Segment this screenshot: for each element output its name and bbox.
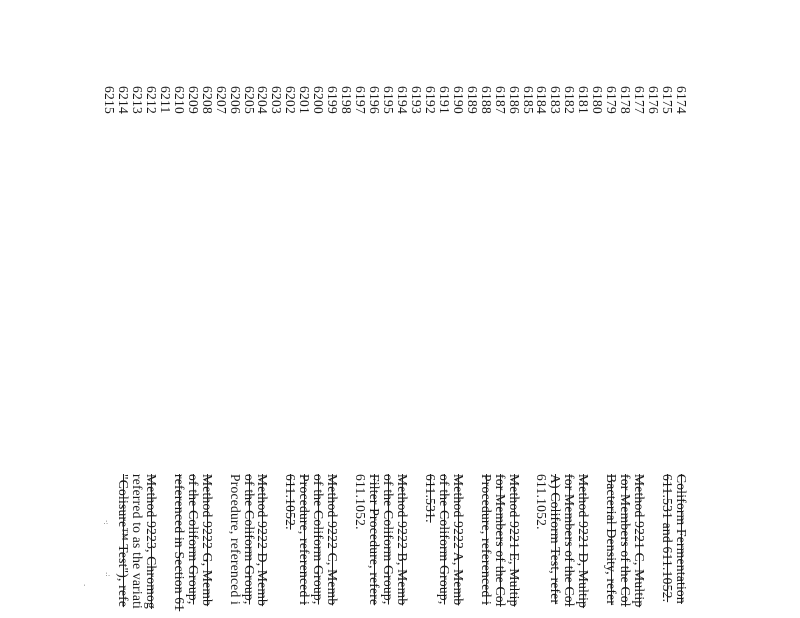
- document-line: Method 9222 C, Memb: [325, 474, 341, 606]
- line-number: 6196: [367, 86, 383, 114]
- document-line: Procedure, referenced i: [227, 474, 243, 606]
- line-number: 6192: [422, 86, 438, 114]
- line-number: 6185: [520, 86, 536, 114]
- document-line: 611.531 and 611.1052.: [660, 474, 676, 603]
- line-number: 6210: [171, 86, 187, 114]
- document-line: Procedure, referenced i: [478, 474, 494, 606]
- document-line: referenced in Section 61: [171, 474, 187, 612]
- line-number: 6213: [129, 86, 145, 114]
- line-number: 6199: [325, 86, 341, 114]
- line-number: 6184: [534, 86, 550, 114]
- line-number: 6200: [311, 86, 327, 114]
- line-number: 6206: [227, 86, 243, 114]
- document-line: Method 9221 C, Multip: [632, 474, 648, 608]
- line-number: 6209: [185, 86, 201, 114]
- document-line: Method 9222 D, Memb: [255, 474, 271, 607]
- document-line: Method 9221 D, Multip: [576, 474, 592, 609]
- line-number: 6204: [255, 86, 271, 114]
- document-line: Method 9222 A, Memb: [450, 474, 466, 606]
- line-number: 6211: [157, 86, 173, 114]
- line-number: 6188: [478, 86, 494, 114]
- line-number: 6183: [548, 86, 564, 114]
- line-number: 6179: [604, 86, 620, 114]
- scan-speck: ·: [80, 584, 88, 587]
- document-line: for Members of the Col: [562, 474, 578, 607]
- document-line: "Colisure™ Test"), refe: [116, 474, 131, 608]
- line-number: 6202: [283, 86, 299, 114]
- document-line: referred to as the variati: [129, 474, 145, 610]
- line-number: 6180: [590, 86, 606, 114]
- line-number: 6197: [353, 86, 369, 114]
- document-line: for Members of the Col: [618, 474, 634, 607]
- line-number: 6214: [116, 86, 131, 114]
- document-line: Procedure, referenced i: [297, 474, 313, 606]
- document-line: of the Coliform Group,: [311, 474, 327, 605]
- line-number: 6193: [408, 86, 424, 114]
- line-number: 6194: [395, 86, 410, 114]
- document-line: 611.1052.: [283, 474, 299, 530]
- document-line: 611.1052.: [353, 474, 369, 530]
- document-line: Method 9221 E, Multip: [506, 474, 522, 607]
- line-number: 6201: [297, 86, 313, 114]
- line-number: 6181: [576, 86, 592, 114]
- line-number: 6174: [674, 86, 689, 114]
- line-number: 6212: [143, 86, 159, 114]
- document-line: of the Coliform Group,: [241, 474, 257, 605]
- scan-speck: .:: [104, 572, 112, 577]
- scan-speck: ·:: [102, 520, 110, 525]
- document-line: Filter Procedure, refere: [367, 474, 383, 606]
- line-number: 6189: [464, 86, 480, 114]
- document-line: 611.1052.: [534, 474, 550, 530]
- line-number: 6198: [339, 86, 355, 114]
- line-number: 6182: [562, 86, 578, 114]
- document-line: A) Coliform Test, refer: [548, 474, 564, 605]
- line-number: 6208: [199, 86, 215, 114]
- line-number: 6186: [506, 86, 522, 114]
- line-number: 6215: [102, 86, 118, 114]
- document-line: 611.531.: [422, 474, 438, 523]
- line-number: 6205: [241, 86, 257, 114]
- line-number: 6207: [213, 86, 229, 114]
- document-line: for Members of the Col: [492, 474, 508, 607]
- line-number: 6191: [436, 86, 452, 114]
- line-number: 6178: [618, 86, 634, 114]
- line-number: 6177: [632, 86, 648, 114]
- document-line: Bacterial Density, refer: [604, 474, 620, 606]
- document-line: Method 9223, Chromog: [143, 474, 159, 610]
- line-number: 6190: [450, 86, 466, 114]
- document-line: of the Coliform Group,: [185, 474, 201, 605]
- document-line: Method 9222 B, Memb: [395, 474, 410, 606]
- document-line: Method 9222 G, Memb: [199, 474, 215, 607]
- line-number: 6203: [269, 86, 285, 114]
- line-number: 6195: [381, 86, 397, 114]
- line-number: 6175: [660, 86, 676, 114]
- document-line: of the Coliform Group,: [381, 474, 397, 605]
- line-number: 6187: [492, 86, 508, 114]
- document-line: Coliform Fermentation: [674, 474, 689, 604]
- document-line: of the Coliform Group,: [436, 474, 452, 605]
- line-number: 6176: [646, 86, 662, 114]
